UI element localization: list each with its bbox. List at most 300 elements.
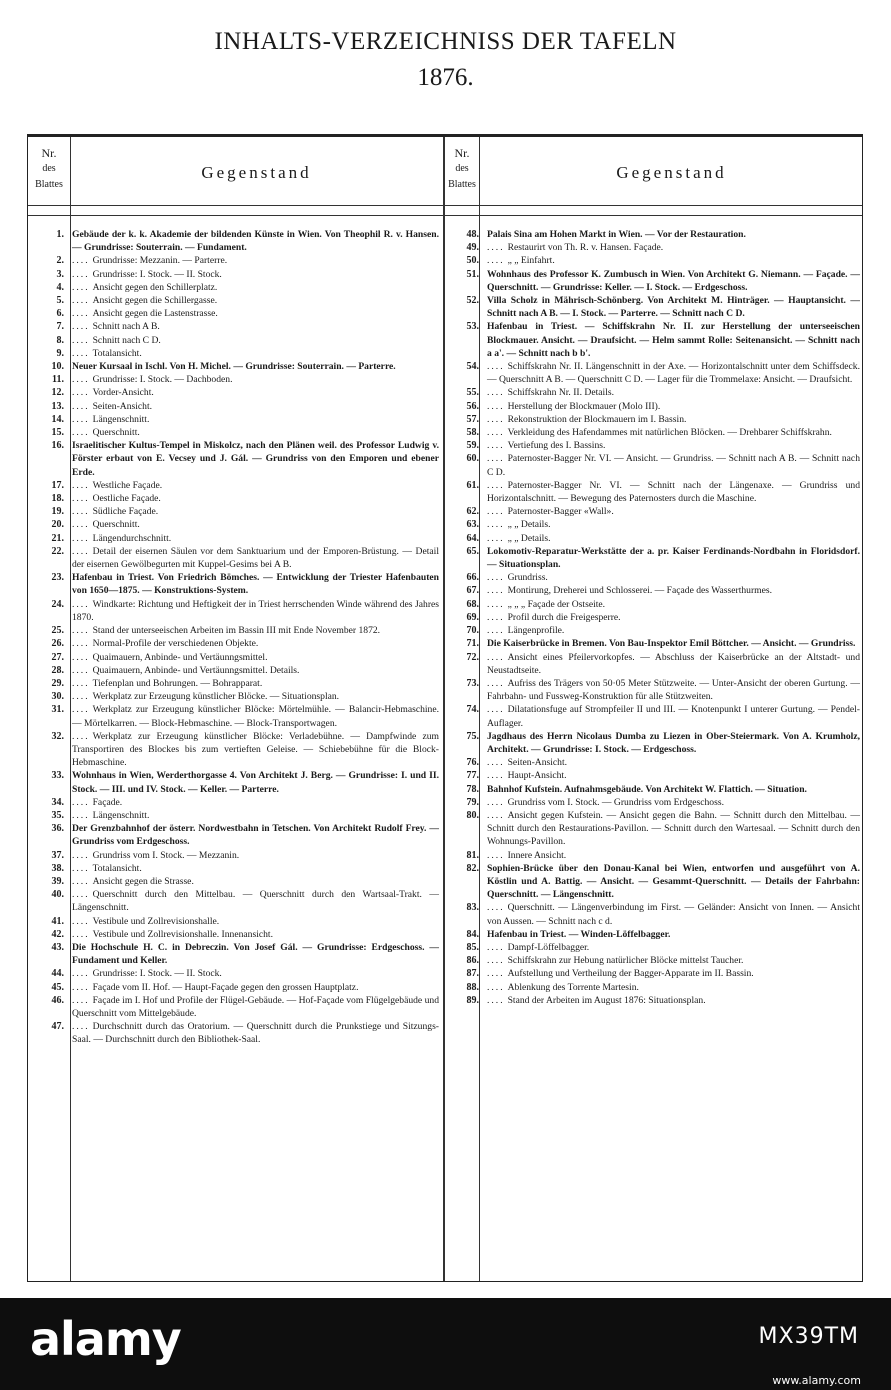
entry-text [479, 967, 860, 980]
leader-dots: .... [487, 532, 505, 544]
entry-heading: Die Hochschule H. C. in Debreczin. Von Josef Gál. — Grundrisse: Erdgeschoss. — Fundament und Keller. [72, 941, 439, 967]
entry-description: Schiffskrahn zur Hebung natürlicher Blöcke mittelst Taucher. [507, 955, 744, 967]
entry-description: Seiten-Ansicht. [507, 757, 568, 769]
entry-text [479, 783, 860, 796]
contents-table [27, 134, 863, 1282]
leader-dots: .... [487, 440, 505, 452]
entry-number: 45. [51, 981, 64, 993]
leader-dots: .... [487, 704, 505, 716]
entry-number: 52. [466, 295, 479, 307]
entry-text [479, 545, 860, 571]
entry-row [445, 637, 860, 650]
entry-row [445, 967, 860, 980]
entry-description: Längendurchschnitt. [92, 532, 172, 544]
entry-number: 1. [56, 229, 64, 240]
entry-number: 58. [466, 427, 479, 439]
entry-row [28, 413, 439, 426]
entry-description: „ „ Details. [507, 532, 551, 544]
entry-description: Durchschnitt durch das Oratorium. — Querschnitt durch die Prunkstiege und Sitzungs-Saal. — Durchschnitt durch den Bibliothek-Saal. [72, 1021, 439, 1046]
leader-dots: .... [487, 955, 505, 967]
leader-dots: .... [487, 677, 505, 689]
entry-row [28, 981, 439, 994]
entry-number: 63. [466, 519, 479, 531]
entry-text [479, 294, 860, 320]
entry-text [479, 941, 860, 954]
entry-number: 36. [51, 823, 64, 835]
entry-text [64, 703, 439, 729]
leader-dots: .... [487, 585, 505, 597]
entry-row [28, 518, 439, 531]
entry-number: 17. [51, 479, 64, 491]
entry-row [28, 347, 439, 360]
entry-number: 47. [51, 1021, 64, 1033]
entry-text [64, 967, 439, 980]
entry-heading: Jagdhaus des Herrn Nicolaus Dumba zu Liezen in Ober-Steiermark. Von A. Krumholz, Architekt. — Grundrisse: I. Stock. — Erdgeschoss. [487, 730, 860, 755]
entry-description: Längenschnitt. [92, 809, 150, 821]
entry-text [64, 360, 439, 373]
leader-dots: .... [72, 994, 90, 1006]
entry-description: Schnitt nach C D. [92, 334, 161, 346]
leader-dots: .... [487, 242, 505, 254]
entry-row [445, 268, 860, 294]
leader-dots: .... [487, 598, 505, 610]
entry-description: Ansicht gegen die Lastenstrasse. [92, 308, 218, 320]
entry-row [445, 400, 860, 413]
entry-row [28, 268, 439, 281]
entry-description: Restaurirt von Th. R. v. Hansen. Façade. [507, 242, 664, 254]
entry-text [64, 532, 439, 545]
watermark-id: MX39TM [758, 1324, 859, 1349]
entry-text [479, 809, 860, 849]
entry-text [479, 901, 860, 927]
entry-heading: Bahnhof Kufstein. Aufnahmsgebäude. Von Architekt W. Flattich. — Situation. [487, 783, 807, 795]
entry-description: Ansicht gegen Kufstein. — Ansicht gegen die Bahn. — Schnitt durch den Mittelbau. — Schnitt durch den Restaurations-Pavillon. — Schnitt durch den Wartesaal. — Schnitt durch den Wohnungs-Pavillon. [487, 809, 860, 848]
entry-number: 83. [466, 902, 479, 914]
leader-dots: .... [487, 651, 505, 663]
entry-number: 74. [466, 704, 479, 716]
entry-text [64, 637, 439, 650]
entry-description: Paternoster-Bagger Nr. VI. — Schnitt nach der Längenaxe. — Grundriss und Horizontalschnitt. — Bewegung des Paternosters durch die Maschine. [487, 479, 860, 505]
entry-heading: Israelitischer Kultus-Tempel in Miskolcz, nach den Plänen weil. des Professor Ludwig v. Förster erbaut von E. Vecsey und J. Gál. — Grundriss von den Emporen und ebener Erde. [72, 440, 439, 478]
entry-text [64, 545, 439, 571]
leader-dots: .... [72, 268, 90, 280]
header-gegenstand-left: Gegenstand [201, 163, 312, 182]
entry-number: 46. [51, 994, 64, 1006]
entry-row [445, 254, 860, 267]
entry-row [28, 1020, 439, 1046]
leader-dots: .... [487, 968, 505, 980]
leader-dots: .... [487, 849, 505, 861]
entry-row [445, 452, 860, 478]
entry-number: 84. [466, 928, 479, 940]
entry-text [479, 849, 860, 862]
entry-description: Grundrisse: I. Stock. — II. Stock. [92, 268, 222, 280]
left-entries [28, 228, 439, 1047]
leader-dots: .... [72, 704, 90, 716]
entry-heading: Hafenbau in Triest. Von Friedrich Bömches. — Entwicklung der Triester Hafenbauten von 1650—1875. — Konstruktions-System. [72, 572, 439, 597]
entry-row [445, 518, 860, 531]
entry-number: 54. [466, 361, 479, 373]
entry-row [28, 439, 439, 479]
entry-text [479, 439, 860, 452]
entry-text [64, 730, 439, 770]
entry-number: 14. [51, 413, 64, 425]
entry-row [445, 532, 860, 545]
entry-row [28, 479, 439, 492]
leader-dots: .... [487, 453, 505, 465]
entry-description: Werkplatz zur Erzeugung künstlicher Blöcke: Mörtelmühle. — Balancir-Hebmaschine. — Mörtelkarren. — Block-Hebmaschine. — Block-Transportwagen. [72, 704, 439, 729]
entry-description: Ablenkung des Torrente Martesin. [507, 981, 639, 993]
entry-description: Verkleidung des Hafendammes mit natürlichen Blöcken. — Drehbarer Schiffskrahn. [507, 427, 832, 439]
entry-number: 42. [51, 928, 64, 940]
entry-row [445, 703, 860, 729]
entry-description: Totalansicht. [92, 347, 142, 359]
entry-row [28, 677, 439, 690]
entry-text [64, 505, 439, 518]
leader-dots: .... [487, 479, 505, 491]
leader-dots: .... [72, 334, 90, 346]
entry-row [28, 651, 439, 664]
leader-dots: .... [487, 611, 505, 623]
entry-text [479, 769, 860, 782]
right-entries [445, 228, 860, 1007]
leader-dots: .... [72, 532, 90, 544]
entry-text [479, 677, 860, 703]
entry-description: Oestliche Façade. [92, 493, 161, 505]
header-gegenstand-right: Gegenstand [616, 163, 727, 182]
entry-text [64, 928, 439, 941]
entry-number: 55. [466, 387, 479, 399]
entry-heading: Lokomotiv-Reparatur-Werkstätte der a. pr. Kaiser Ferdinands-Nordbahn in Floridsdorf. — Situationsplan. [487, 545, 860, 571]
entry-row [28, 664, 439, 677]
entry-description: Werkplatz zur Erzeugung künstlicher Blöcke. — Situationsplan. [92, 691, 340, 703]
entry-text [479, 954, 860, 967]
entry-number: 28. [51, 664, 64, 676]
leader-dots: .... [72, 968, 90, 980]
entry-number: 77. [466, 770, 479, 782]
entry-row [28, 967, 439, 980]
leader-dots: .... [487, 361, 505, 373]
leader-dots: .... [72, 374, 90, 386]
entry-number: 67. [466, 585, 479, 597]
entry-number: 40. [51, 889, 64, 901]
entry-description: Façade. [92, 796, 123, 808]
entry-row [28, 320, 439, 333]
entry-row [445, 571, 860, 584]
leader-dots: .... [72, 638, 90, 650]
entry-row [445, 426, 860, 439]
entry-description: Paternoster-Bagger Nr. VI. — Ansicht. — Grundriss. — Schnitt nach A B. — Schnitt nach C D. [487, 453, 860, 478]
entry-row [28, 769, 439, 795]
entry-text [64, 228, 439, 254]
entry-description: Grundrisse: I. Stock. — II. Stock. [92, 968, 222, 980]
entry-heading: Der Grenzbahnhof der österr. Nordwestbahn in Tetschen. Von Architekt Rudolf Frey. — Grundriss vom Erdgeschoss. [72, 823, 439, 848]
entry-number: 72. [466, 651, 479, 663]
entry-description: Montirung, Dreherei und Schlosserei. — Façade des Wasserthurmes. [507, 585, 773, 597]
entry-description: Dilatationsfuge auf Strompfeiler II und III. — Knotenpunkt I unterer Gurtung. — Pendel-Auflager. [487, 704, 860, 729]
entry-row [445, 439, 860, 452]
leader-dots: .... [487, 387, 505, 399]
page-year: 1876. [417, 64, 474, 91]
entry-row [28, 571, 439, 597]
leader-dots: .... [487, 400, 505, 412]
entry-number: 59. [466, 440, 479, 452]
entry-row [445, 584, 860, 597]
entry-text [479, 730, 860, 756]
entry-number: 44. [51, 968, 64, 980]
entry-row [445, 730, 860, 756]
entry-number: 75. [466, 730, 479, 742]
entry-text [64, 941, 439, 967]
entry-row [28, 281, 439, 294]
entry-number: 2. [56, 255, 64, 267]
entry-description: Innere Ansicht. [507, 849, 567, 861]
leader-dots: .... [72, 651, 90, 663]
leader-dots: .... [487, 994, 505, 1006]
entry-text [479, 571, 860, 584]
entry-heading: Gebäude der k. k. Akademie der bildenden Künste in Wien. Von Theophil R. v. Hansen. — Grundrisse: Souterrain. — Fundament. [72, 229, 439, 254]
entry-description: Vestibule und Zollrevisionshalle. [92, 915, 220, 927]
entry-number: 12. [51, 387, 64, 399]
entry-text [64, 571, 439, 597]
entry-text [64, 651, 439, 664]
entry-row [445, 320, 860, 360]
entry-text [64, 981, 439, 994]
entry-description: Windkarte: Richtung und Heftigkeit der in Triest herrschenden Winde während des Jahres 1870. [72, 598, 439, 623]
leader-dots: .... [72, 664, 90, 676]
entry-text [479, 518, 860, 531]
entry-number: 87. [466, 968, 479, 980]
entry-row [28, 228, 439, 254]
entry-heading: Hafenbau in Triest. — Schiffskrahn Nr. II. zur Herstellung der unterseeischen Blockmauer. Ansicht. — Draufsicht. — Helm sammt Rolle: Seitenansicht. — Schnitt nach a a'. — Schnitt nach b b'. [487, 321, 860, 359]
entry-row [445, 677, 860, 703]
entry-number: 11. [52, 374, 64, 386]
entry-number: 88. [466, 981, 479, 993]
entry-number: 20. [51, 519, 64, 531]
entry-row [445, 624, 860, 637]
entry-row [445, 598, 860, 611]
leader-dots: .... [487, 770, 505, 782]
entry-description: Vestibule und Zollrevisionshalle. Innenansicht. [92, 928, 273, 940]
entry-description: Totalansicht. [92, 862, 142, 874]
entry-text [479, 637, 860, 650]
header-nr-right: Nr. des Blattes [448, 146, 476, 190]
entry-description: Paternoster-Bagger «Wall». [507, 506, 614, 518]
entry-number: 10. [51, 361, 64, 373]
entry-number: 13. [51, 400, 64, 412]
entry-row [28, 598, 439, 624]
entry-number: 80. [466, 809, 479, 821]
entry-text [64, 413, 439, 426]
leader-dots: .... [72, 255, 90, 267]
entry-text [479, 268, 860, 294]
entry-number: 32. [51, 730, 64, 742]
entry-text [64, 809, 439, 822]
entry-row [28, 307, 439, 320]
entry-number: 41. [51, 915, 64, 927]
entry-description: Grundriss vom I. Stock. — Grundriss vom Erdgeschoss. [507, 796, 724, 808]
leader-dots: .... [72, 387, 90, 399]
entry-heading: Neuer Kursaal in Ischl. Von H. Michel. — Grundrisse: Souterrain. — Parterre. [72, 361, 396, 373]
entry-text [479, 360, 860, 386]
entry-number: 6. [56, 308, 64, 320]
entry-number: 38. [51, 862, 64, 874]
entry-number: 22. [51, 545, 64, 557]
entry-number: 35. [51, 809, 64, 821]
entry-row [445, 994, 860, 1007]
entry-text [479, 413, 860, 426]
leader-dots: .... [487, 941, 505, 953]
entry-description: Längenprofile. [507, 625, 565, 637]
watermark-logo: alamy [30, 1312, 181, 1366]
header-divider [28, 205, 862, 206]
entry-text [479, 479, 860, 505]
entry-number: 34. [51, 796, 64, 808]
entry-text [64, 862, 439, 875]
entry-row [445, 294, 860, 320]
entry-description: Profil durch die Freigesperre. [507, 611, 621, 623]
entry-text [64, 268, 439, 281]
entry-description: Schiffskrahn Nr. II. Längenschnitt in der Axe. — Horizontalschnitt unter dem Schiffsdeck. — Querschnitt A B. — Querschnitt C D. — Lager für die Trommelaxe: Ansicht. — Draufsicht. [487, 361, 860, 386]
leader-dots: .... [487, 427, 505, 439]
leader-dots: .... [72, 915, 90, 927]
entry-description: Stand der unterseeischen Arbeiten im Bassin III mit Ende November 1872. [92, 625, 381, 637]
entry-description: Vertiefung des I. Bassins. [507, 440, 606, 452]
entry-number: 79. [466, 796, 479, 808]
entry-description: Seiten-Ansicht. [92, 400, 153, 412]
entry-description: Werkplatz zur Erzeugung künstlicher Blöcke: Verladebühne. — Dampfwinde zum Transportiren des Blockes bis zum vertieften Geleise. — Schiebebühne für die Block-Hebmaschine. [72, 730, 439, 769]
entry-text [64, 518, 439, 531]
entry-row [28, 703, 439, 729]
entry-row [28, 373, 439, 386]
leader-dots: .... [72, 400, 90, 412]
entry-row [445, 783, 860, 796]
entry-row [28, 505, 439, 518]
entry-row [28, 294, 439, 307]
entry-heading: Villa Scholz in Mährisch-Schönberg. Von Architekt M. Hinträger. — Hauptansicht. — Schnitt nach A B. — I. Stock. — Parterre. — Schnitt nach C D. [487, 295, 860, 320]
leader-dots: .... [487, 506, 505, 518]
entry-text [64, 426, 439, 439]
entry-number: 68. [466, 598, 479, 610]
entry-number: 4. [56, 281, 64, 293]
entry-text [64, 479, 439, 492]
entry-row [28, 492, 439, 505]
entry-text [479, 994, 860, 1007]
entry-description: Westliche Façade. [92, 479, 163, 491]
entry-description: Stand der Arbeiten im August 1876: Situationsplan. [507, 994, 706, 1006]
entry-row [445, 954, 860, 967]
entry-row [28, 545, 439, 571]
entry-row [28, 254, 439, 267]
entry-text [64, 875, 439, 888]
entry-number: 39. [51, 875, 64, 887]
entry-heading: Wohnhaus in Wien, Werderthorgasse 4. Von Architekt J. Berg. — Grundrisse: I. und II. Stock. — III. und IV. Stock. — Keller. — Parterre. [72, 770, 439, 795]
header-divider [28, 215, 862, 216]
entry-number: 57. [466, 413, 479, 425]
entry-heading: Sophien-Brücke über den Donau-Kanal bei Wien, entworfen und ausgeführt von A. Köstlin und A. Battig. — Ansicht. — Gesammt-Querschnitt. — Details der Fahrbahn: Querschnitt. — Längenschnitt. [487, 862, 860, 901]
leader-dots: .... [72, 427, 90, 439]
entry-row [445, 611, 860, 624]
entry-number: 43. [51, 941, 64, 953]
entry-number: 60. [466, 453, 479, 465]
entry-row [445, 241, 860, 254]
entry-description: Façade vom II. Hof. — Haupt-Façade gegen den grossen Hauptplatz. [92, 981, 359, 993]
entry-text [64, 888, 439, 914]
entry-number: 76. [466, 757, 479, 769]
entry-row [445, 651, 860, 677]
entry-number: 49. [466, 242, 479, 254]
entry-description: „ „ Einfahrt. [507, 255, 555, 267]
leader-dots: .... [72, 281, 90, 293]
entry-row [28, 915, 439, 928]
entry-row [28, 637, 439, 650]
leader-dots: .... [72, 677, 90, 689]
entry-number: 81. [466, 849, 479, 861]
entry-description: Grundriss. [507, 572, 548, 584]
entry-description: Querschnitt. [92, 427, 140, 439]
entry-text [64, 281, 439, 294]
entry-row [445, 413, 860, 426]
entry-description: Quaimauern, Anbinde- und Vertäunngsmittel. [92, 651, 268, 663]
entry-description: Haupt-Ansicht. [507, 770, 567, 782]
entry-text [64, 439, 439, 479]
entry-description: Längenschnitt. [92, 413, 150, 425]
entry-description: Ansicht gegen die Strasse. [92, 875, 194, 887]
leader-dots: .... [72, 730, 90, 742]
entry-text [64, 624, 439, 637]
entry-text [479, 862, 860, 902]
entry-row [445, 505, 860, 518]
entry-number: 29. [51, 677, 64, 689]
entry-row [28, 796, 439, 809]
entry-description: Façade im I. Hof und Profile der Flügel-Gebäude. — Hof-Façade vom Flügelgebäude und Querschnitt vom Mittelgebäude. [72, 994, 439, 1019]
entry-row [28, 822, 439, 848]
entry-number: 51. [466, 268, 479, 280]
entry-description: Rekonstruktion der Blockmauern im I. Bassin. [507, 413, 687, 425]
leader-dots: .... [72, 295, 90, 307]
entry-number: 26. [51, 638, 64, 650]
entry-row [445, 545, 860, 571]
entry-text [479, 254, 860, 267]
entry-row [445, 981, 860, 994]
entry-description: Vorder-Ansicht. [92, 387, 154, 399]
entry-text [479, 928, 860, 941]
entry-text [64, 677, 439, 690]
leader-dots: .... [487, 809, 505, 821]
entry-description: Ansicht gegen die Schillergasse. [92, 295, 218, 307]
entry-description: Querschnitt durch den Mittelbau. — Querschnitt durch den Wartsaal-Trakt. — Längenschnitt. [72, 889, 439, 914]
entry-heading: Hafenbau in Triest. — Winden-Löffelbagger. [487, 928, 671, 940]
entry-text [479, 400, 860, 413]
leader-dots: .... [72, 796, 90, 808]
entry-number: 65. [466, 545, 479, 557]
entry-row [28, 624, 439, 637]
entry-description: Ansicht eines Pfeilervorkopfes. — Abschluss der Kaiserbrücke an der Altstadt- und Neustadtseite. [487, 651, 860, 676]
entry-number: 73. [466, 677, 479, 689]
entry-description: Querschnitt. [92, 519, 140, 531]
entry-number: 21. [51, 532, 64, 544]
leader-dots: .... [72, 413, 90, 425]
entry-number: 7. [56, 321, 64, 333]
leader-dots: .... [72, 1021, 90, 1033]
entry-number: 8. [56, 334, 64, 346]
entry-description: Quaimauern, Anbinde- und Vertäunngsmittel. Details. [92, 664, 300, 676]
entry-text [64, 598, 439, 624]
leader-dots: .... [72, 308, 90, 320]
entry-row [445, 849, 860, 862]
entry-text [479, 228, 860, 241]
entry-row [28, 928, 439, 941]
